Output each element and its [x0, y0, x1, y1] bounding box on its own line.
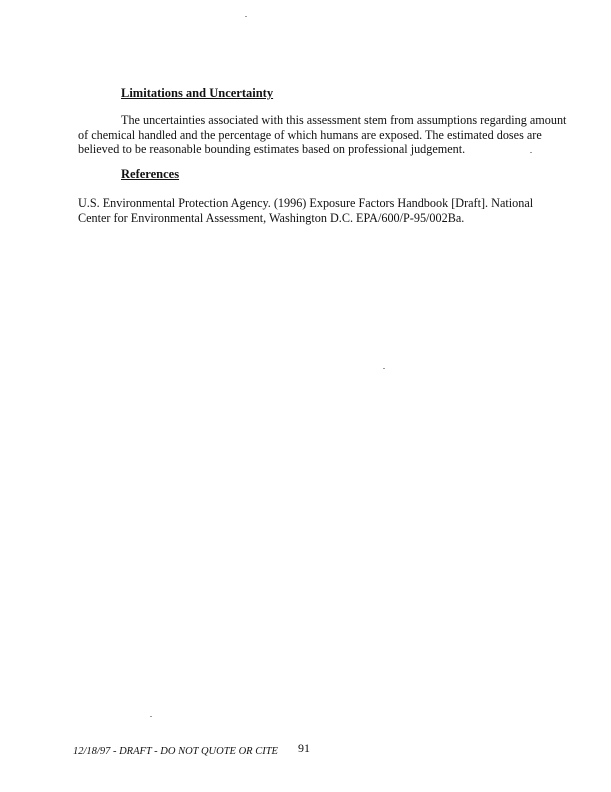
paragraph-line-text: The uncertainties associated with this assessment stem from assumptions regarding amount	[121, 113, 567, 127]
draft-notice: 12/18/97 - DRAFT - DO NOT QUOTE OR CITE	[73, 746, 278, 757]
paragraph-line	[78, 113, 567, 128]
paragraph-line: believed to be reasonable bounding estimates based on professional judgement.	[78, 142, 466, 156]
reference-line: U.S. Environmental Protection Agency. (1996) Exposure Factors Handbook [Draft]. National	[78, 196, 534, 210]
scan-speck	[245, 16, 247, 17]
reference-line: Center for Environmental Assessment, Washington D.C. EPA/600/P-95/002Ba.	[78, 210, 465, 225]
scan-speck	[150, 716, 152, 717]
limitations-heading: Limitations and Uncertainty	[121, 86, 274, 100]
reference-entry	[78, 196, 540, 225]
uncertainty-paragraph	[78, 113, 567, 157]
scan-speck	[530, 152, 532, 153]
scan-speck	[383, 368, 385, 369]
paragraph-line: of chemical handled and the percentage of which humans are exposed. The estimated doses are	[78, 127, 542, 142]
references-heading: References	[121, 167, 180, 181]
page-number: 91	[298, 741, 310, 755]
